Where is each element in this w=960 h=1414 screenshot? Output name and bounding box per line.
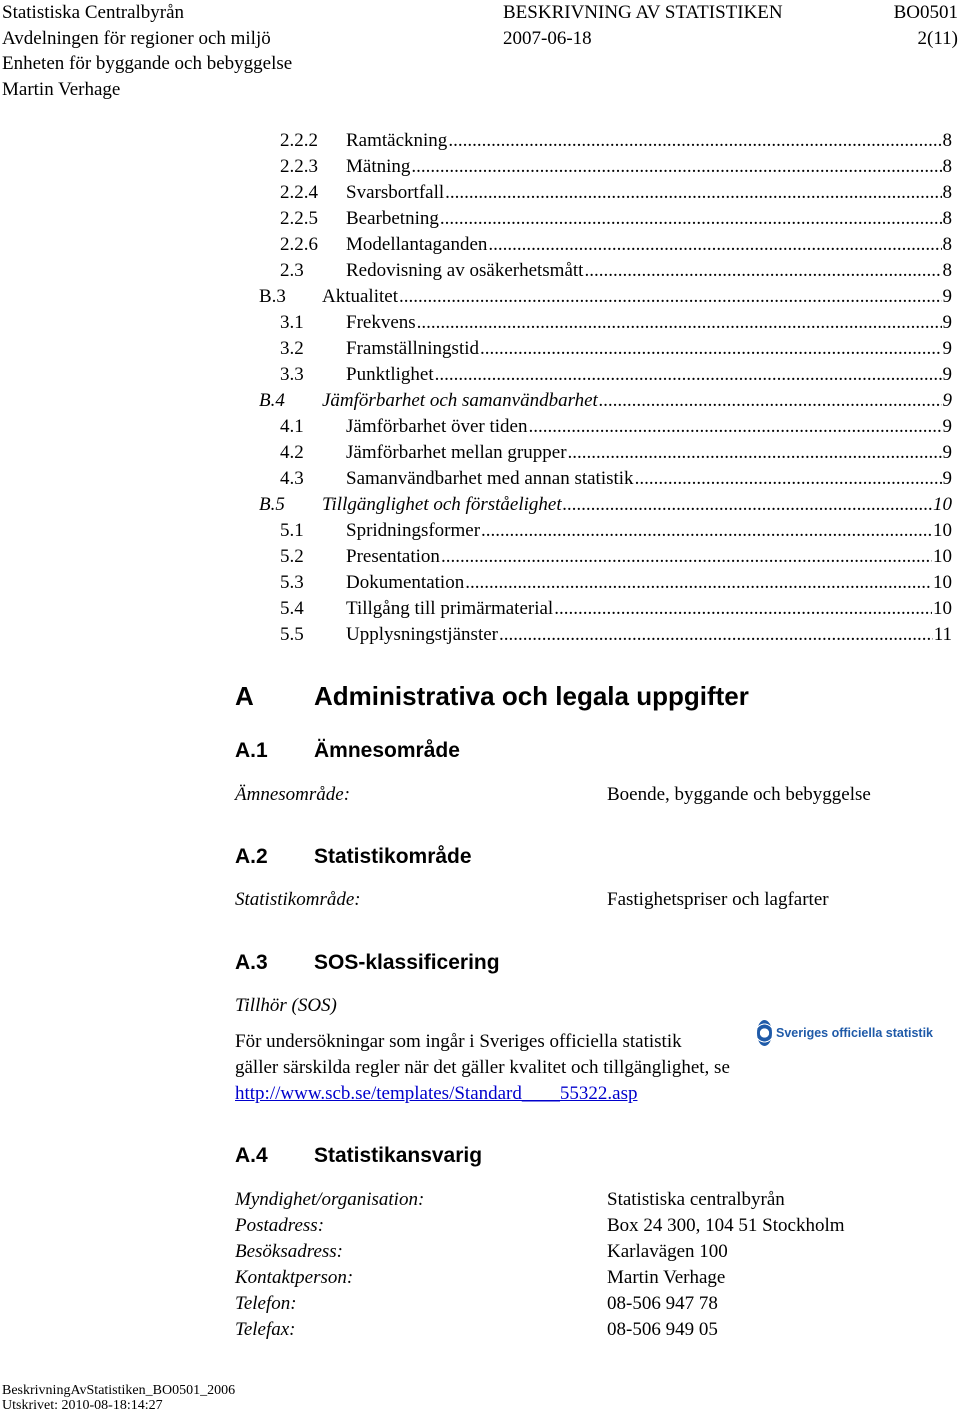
header-page-number: 2(11) [917, 28, 958, 49]
toc-entry[interactable] [280, 440, 952, 466]
toc-entry-title: Punktlighet [346, 364, 434, 385]
sos-logo-text: Sveriges officiella statistik [775, 1026, 933, 1040]
toc-entry-page: 9 [942, 390, 952, 411]
toc-leader-dots [480, 336, 942, 362]
toc-entry-title: Tillgänglighet och förståelighet [322, 494, 562, 515]
toc-leader-dots [488, 232, 941, 258]
toc-entry-title: Jämförbarhet och samanvändbarhet [322, 390, 598, 411]
contact-label: Besöksadress: [235, 1241, 343, 1262]
toc-entry-title: Svarsbortfall [346, 182, 445, 203]
sos-logo [757, 1018, 933, 1048]
toc-entry-title: Jämförbarhet mellan grupper [346, 442, 567, 463]
toc-entry-page: 8 [942, 260, 952, 281]
a2-value: Fastighetspriser och lagfarter [607, 889, 829, 910]
contact-value: Martin Verhage [607, 1267, 726, 1288]
toc-entry-number: 3.2 [280, 338, 304, 359]
contact-label: Telefax: [235, 1319, 296, 1340]
header-org: Statistiska Centralbyrån [2, 2, 185, 23]
toc-entry-page: 10 [933, 572, 952, 593]
toc-entry[interactable] [280, 206, 952, 232]
a2-label: Statistikområde: [235, 889, 361, 910]
toc-entry-title: Dokumentation [346, 572, 465, 593]
a1-label: Ämnesområde: [235, 784, 351, 805]
toc-entry-page: 8 [942, 156, 952, 177]
toc-entry-number: 5.3 [280, 572, 304, 593]
toc-entry-number: 2.2.3 [280, 156, 318, 177]
toc-leader-dots [465, 570, 932, 596]
sos-link[interactable]: http://www.scb.se/templates/Standard____55322.asp [235, 1083, 638, 1104]
toc-entry-number: B.4 [259, 390, 285, 411]
contact-value: Karlavägen 100 [607, 1241, 728, 1262]
toc-entry-number: 5.2 [280, 546, 304, 567]
toc-entry-number: 3.3 [280, 364, 304, 385]
toc-leader-dots [563, 492, 932, 518]
toc-entry-title: Tillgång till primärmaterial [346, 598, 554, 619]
header-date: 2007-06-18 [503, 28, 592, 49]
toc-entry[interactable] [280, 128, 952, 154]
toc-entry-page: 8 [942, 234, 952, 255]
section-a-number: A [235, 681, 254, 711]
a3-label: Tillhör (SOS) [235, 995, 337, 1016]
toc-entry-title: Presentation [346, 546, 440, 567]
toc-leader-dots [441, 544, 932, 570]
contact-label: Telefon: [235, 1293, 297, 1314]
header-author: Martin Verhage [2, 79, 121, 100]
contact-value: 08-506 949 05 [607, 1319, 718, 1340]
toc-leader-dots [481, 518, 932, 544]
a3-title: SOS-klassificering [314, 951, 500, 974]
toc-entry-title: Mätning [346, 156, 411, 177]
toc-entry-page: 9 [942, 338, 952, 359]
toc-leader-dots [499, 622, 933, 648]
toc-entry[interactable] [280, 466, 952, 492]
a1-title: Ämnesområde [314, 739, 460, 762]
toc-entry-number: 2.2.5 [280, 208, 318, 229]
toc-entry-title: Jämförbarhet över tiden [346, 416, 528, 437]
toc-entry-page: 10 [933, 546, 952, 567]
toc-entry-title: Spridningsformer [346, 520, 481, 541]
toc-leader-dots [599, 388, 942, 414]
toc-entry-page: 10 [933, 598, 952, 619]
toc-entry[interactable] [280, 596, 952, 622]
toc-entry-title: Frekvens [346, 312, 416, 333]
contact-value: Box 24 300, 104 51 Stockholm [607, 1215, 845, 1236]
toc-entry-number: B.3 [259, 286, 286, 307]
contact-label: Kontaktperson: [235, 1267, 354, 1288]
contact-value: Statistiska centralbyrån [607, 1189, 785, 1210]
toc-leader-dots [411, 154, 941, 180]
header-department: Avdelningen för regioner och miljö [2, 28, 271, 49]
toc-entry[interactable] [280, 232, 952, 258]
contact-label: Postadress: [235, 1215, 325, 1236]
toc-entry-page: 9 [942, 416, 952, 437]
toc-entry-number: 2.2.6 [280, 234, 318, 255]
toc-entry-number: 4.1 [280, 416, 304, 437]
toc-entry-page: 9 [942, 442, 952, 463]
toc-entry[interactable] [280, 518, 952, 544]
toc-entry-number: 2.2.2 [280, 130, 318, 151]
toc-entry[interactable] [280, 336, 952, 362]
toc-entry-page: 9 [942, 312, 952, 333]
toc-entry-title: Bearbetning [346, 208, 439, 229]
toc-entry-page: 11 [933, 624, 952, 645]
toc-entry-page: 9 [942, 468, 952, 489]
toc-entry[interactable] [259, 284, 952, 310]
toc-entry[interactable] [280, 310, 952, 336]
a1-number: A.1 [235, 739, 268, 762]
toc-entry-page: 8 [942, 208, 952, 229]
toc-leader-dots [399, 284, 942, 310]
toc-entry[interactable] [280, 544, 952, 570]
toc-entry-title: Modellantaganden [346, 234, 488, 255]
a3-text-line1: För undersökningar som ingår i Sveriges officiella statistik [235, 1031, 682, 1052]
sos-logo-emblem-icon [757, 1020, 772, 1046]
a3-number: A.3 [235, 951, 268, 974]
header-doc-code: BO0501 [893, 2, 958, 23]
toc-entry[interactable] [280, 622, 952, 648]
toc-leader-dots [568, 440, 942, 466]
a4-title: Statistikansvarig [314, 1144, 483, 1167]
toc-entry-number: 5.5 [280, 624, 304, 645]
toc-entry[interactable] [280, 362, 952, 388]
toc-entry-page: 10 [933, 520, 952, 541]
toc-entry-number: 2.3 [280, 260, 304, 281]
a4-number: A.4 [235, 1144, 268, 1167]
toc-leader-dots [445, 180, 941, 206]
toc-entry-number: B.5 [259, 494, 285, 515]
toc-entry[interactable] [280, 180, 952, 206]
toc-leader-dots [584, 258, 941, 284]
toc-entry-page: 9 [942, 286, 952, 307]
toc-entry[interactable] [259, 492, 952, 518]
toc-entry[interactable] [280, 414, 952, 440]
toc-entry[interactable] [280, 570, 952, 596]
toc-entry-title: Framställningstid [346, 338, 479, 359]
toc-entry-title: Aktualitet [322, 286, 398, 307]
toc-leader-dots [554, 596, 932, 622]
toc-entry[interactable] [280, 258, 952, 284]
a2-number: A.2 [235, 845, 268, 868]
toc-entry-page: 8 [942, 130, 952, 151]
toc-entry-number: 3.1 [280, 312, 304, 333]
toc-leader-dots [417, 310, 942, 336]
toc-entry-title: Upplysningstjänster [346, 624, 498, 645]
footer-printed: Utskrivet: 2010-08-18:14:27 [2, 1398, 163, 1413]
a1-value: Boende, byggande och bebyggelse [607, 784, 871, 805]
toc-leader-dots [528, 414, 941, 440]
toc-entry-title: Ramtäckning [346, 130, 448, 151]
toc-entry-page: 8 [942, 182, 952, 203]
a3-text-line2: gäller särskilda regler när det gäller kvalitet och tillgänglighet, se [235, 1057, 730, 1078]
toc-leader-dots [440, 206, 942, 232]
toc-entry[interactable] [280, 154, 952, 180]
toc-entry-page: 9 [942, 364, 952, 385]
toc-entry-title: Redovisning av osäkerhetsmått [346, 260, 584, 281]
toc-entry-number: 4.3 [280, 468, 304, 489]
toc-entry-number: 5.4 [280, 598, 304, 619]
toc-entry-number: 2.2.4 [280, 182, 318, 203]
header-unit: Enheten för byggande och bebyggelse [2, 53, 293, 74]
footer-filename: BeskrivningAvStatistiken_BO0501_2006 [2, 1383, 236, 1398]
section-a-title: Administrativa och legala uppgifter [314, 681, 749, 711]
toc-leader-dots [635, 466, 942, 492]
contact-label: Myndighet/organisation: [235, 1189, 425, 1210]
a2-title: Statistikområde [314, 845, 472, 868]
toc-leader-dots [435, 362, 942, 388]
toc-entry[interactable] [259, 388, 952, 414]
toc-entry-page: 10 [933, 494, 952, 515]
toc-entry-number: 5.1 [280, 520, 304, 541]
toc-entry-title: Samanvändbarhet med annan statistik [346, 468, 634, 489]
toc-entry-number: 4.2 [280, 442, 304, 463]
header-doc-type: BESKRIVNING AV STATISTIKEN [503, 2, 783, 23]
contact-value: 08-506 947 78 [607, 1293, 718, 1314]
toc-leader-dots [448, 128, 941, 154]
